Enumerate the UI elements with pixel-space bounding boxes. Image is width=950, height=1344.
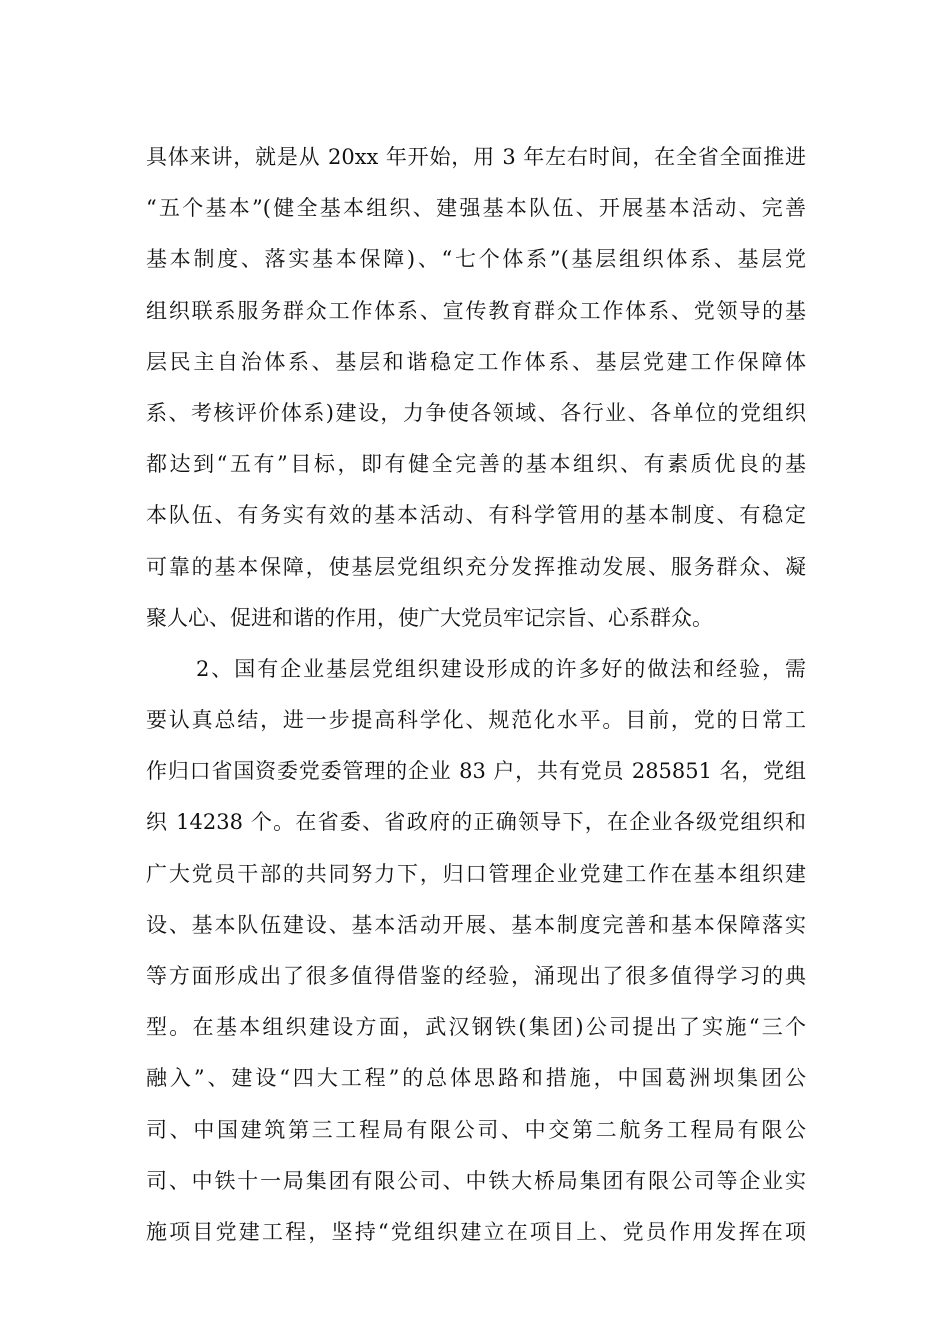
body-text (146, 132, 806, 1258)
text-line: 可靠的基本保障，使基层党组织充分发挥推动发展、服务群众、凝 (146, 554, 806, 579)
text-line: 广大党员干部的共同努力下，归口管理企业党建工作在基本组织建 (146, 861, 806, 886)
text-line: 系、考核评价体系)建设，力争使各领域、各行业、各单位的党组织 (146, 400, 806, 425)
text-line: 融入”、建设“四大工程”的总体思路和措施，中国葛洲坝集团公 (146, 1066, 806, 1091)
text-line: 司、中铁十一局集团有限公司、中铁大桥局集团有限公司等企业实 (146, 1168, 806, 1193)
text-line: 基本制度、落实基本保障)、“七个体系”(基层组织体系、基层党 (146, 247, 806, 272)
text-line: 施项目党建工程，坚持“党组织建立在项目上、党员作用发挥在项 (146, 1219, 806, 1244)
text-line: 层民主自治体系、基层和谐稳定工作体系、基层党建工作保障体 (146, 349, 806, 374)
text-line: 聚人心、促进和谐的作用，使广大党员牢记宗旨、心系群众。 (146, 605, 713, 630)
text-line: 本队伍、有务实有效的基本活动、有科学管用的基本制度、有稳定 (146, 503, 806, 528)
text-line: 型。在基本组织建设方面，武汉钢铁(集团)公司提出了实施“三个 (146, 1015, 806, 1040)
text-line: 要认真总结，进一步提高科学化、规范化水平。目前，党的日常工 (146, 708, 806, 733)
text-line: 具体来讲，就是从 20xx 年开始，用 3 年左右时间，在全省全面推进 (146, 145, 806, 169)
text-line: 设、基本队伍建设、基本活动开展、基本制度完善和基本保障落实 (146, 912, 806, 937)
text-line: “五个基本”(健全基本组织、建强基本队伍、开展基本活动、完善 (146, 196, 806, 221)
text-line: 织 14238 个。在省委、省政府的正确领导下，在企业各级党组织和 (146, 810, 806, 835)
text-line: 组织联系服务群众工作体系、宣传教育群众工作体系、党领导的基 (146, 298, 806, 323)
text-line: 司、中国建筑第三工程局有限公司、中交第二航务工程局有限公 (146, 1117, 806, 1142)
text-line: 作归口省国资委党委管理的企业 83 户，共有党员 285851 名，党组 (146, 759, 806, 784)
paragraph-start-line: 2、国有企业基层党组织建设形成的许多好的做法和经验，需 (196, 656, 806, 681)
text-line: 等方面形成出了很多值得借鉴的经验，涌现出了很多值得学习的典 (146, 964, 806, 988)
text-line: 都达到“五有”目标，即有健全完善的基本组织、有素质优良的基 (146, 452, 806, 477)
